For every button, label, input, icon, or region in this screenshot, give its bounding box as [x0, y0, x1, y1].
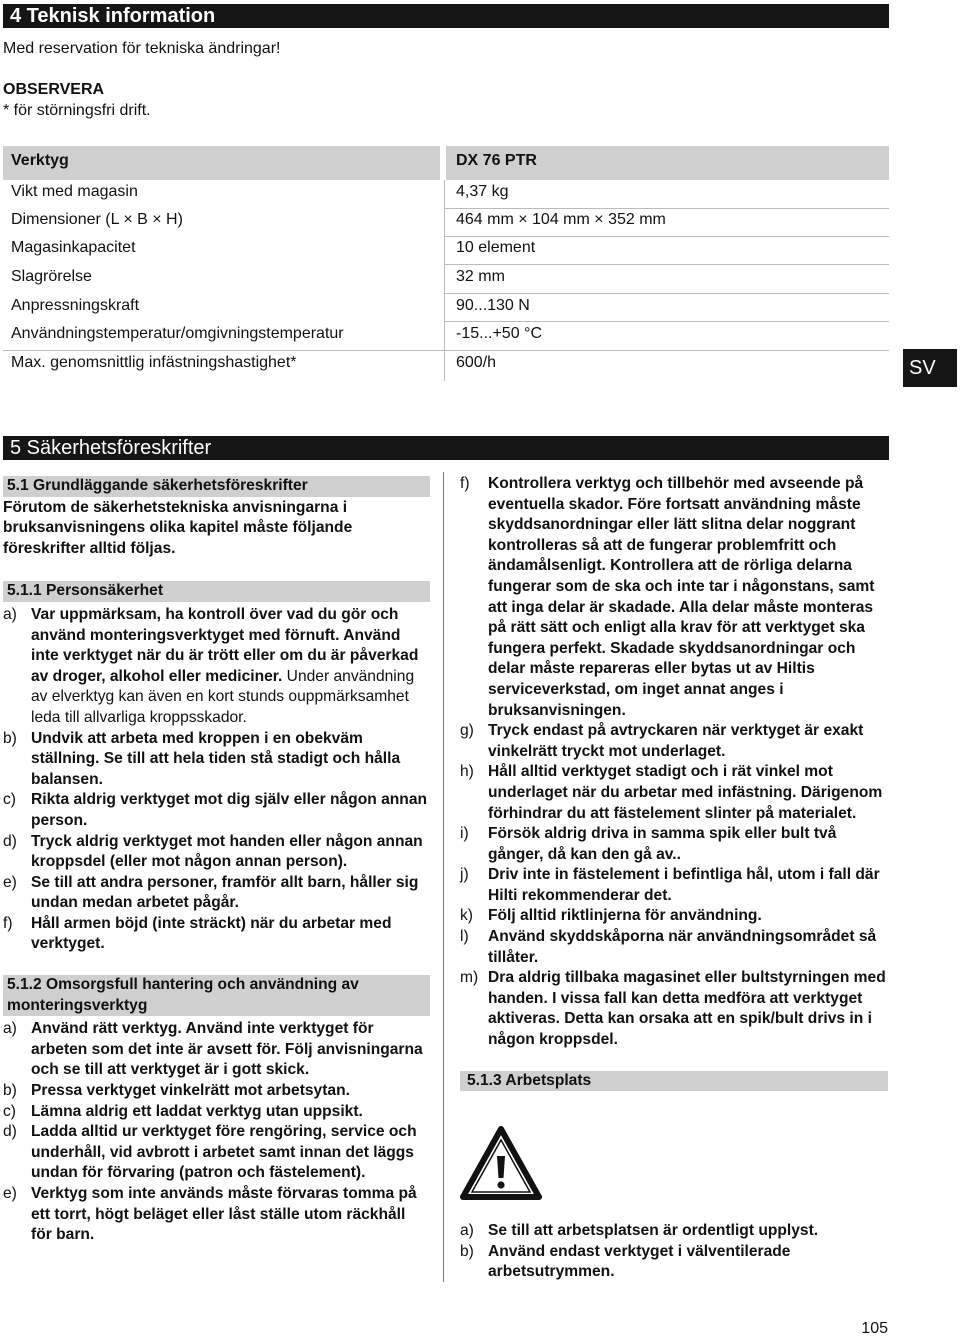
- list-item: [460, 865, 888, 906]
- list-item: [460, 762, 888, 824]
- spec-row: [3, 180, 889, 208]
- item-bold-text: Lämna aldrig ett laddat verktyg utan uppsikt.: [31, 1102, 363, 1120]
- spec-row: [3, 236, 889, 264]
- note-text: * för störningsfri drift.: [3, 102, 151, 119]
- spec-header-key: Verktyg: [11, 152, 69, 169]
- item-letter: a): [3, 1020, 17, 1038]
- list-item: [3, 873, 430, 914]
- item-bold-text: Tryck endast på avtryckaren när verktyget är exakt vinkelrätt tryckt mot underlaget.: [488, 722, 864, 760]
- item-bold-text: Försök aldrig driva in samma spik eller bult två gånger, då kan den gå av..: [488, 825, 837, 863]
- spec-row: [3, 208, 889, 236]
- list-item: [3, 1122, 430, 1184]
- spec-value: 90...130 N: [456, 297, 530, 314]
- list-item: [3, 1184, 430, 1246]
- item-bold-text: Se till att andra personer, framför allt barn, håller sig undan medan arbetet pågår.: [31, 873, 419, 912]
- item-bold-text: Använd rätt verktyg. Använd inte verktyget för arbeten som det inte är avsett för. Följ anvisningarna och se till att verktyget är i gott skick.: [31, 1020, 423, 1079]
- item-bold-text: Dra aldrig tillbaka magasinet eller bultstyrningen med handen. I vissa fall kan detta medföra att verktyget aktiveras. Detta kan orsaka att en spik/bult drivs in i någon kroppsdel.: [488, 969, 886, 1049]
- spec-value: 10 element: [456, 239, 536, 256]
- spec-key: Magasinkapacitet: [11, 239, 136, 256]
- item-letter: b): [460, 1242, 474, 1260]
- spec-key: Dimensioner (L × B × H): [11, 211, 183, 228]
- list-item: [3, 790, 430, 831]
- item-bold-text: Kontrollera verktyg och tillbehör med avseende på eventuella skador. Före fortsatt användning måste skyddsanordningar eller lätt slitna delar noggrant kontrolleras så att de fungerar problemfritt och ändamålsenligt. Kontrollera att de rörliga delarna fungerar som de ska och inte tar i någonstans, samt att inga delar är skadade. Alla delar måste monteras på rätt sätt och enligt alla krav för att verktyget ska fungera perfekt. Skadade skyddsanordningar och delar måste repareras eller bytas ut av Hiltis serviceverkstad, om inget annat anges i bruksanvisningen.: [488, 475, 875, 719]
- item-letter: l): [460, 928, 469, 946]
- spec-key: Användningstemperatur/omgivningstemperatur: [11, 325, 344, 342]
- item-bold-text: Pressa verktyget vinkelrätt mot arbetsytan.: [31, 1082, 350, 1100]
- list-item: [460, 824, 888, 865]
- item-letter: e): [3, 1185, 17, 1202]
- item-bold-text: Håll alltid verktyget stadigt och i rät vinkel mot underlaget när du arbetar med infästning. Därigenom förhindrar du att fästelement slinter på materialet.: [488, 763, 883, 822]
- item-letter: d): [3, 1123, 17, 1141]
- section-4-header: 4 Teknisk information: [3, 4, 889, 28]
- item-bold-text: Använd skyddskåporna när användningsområdet så tillåter.: [488, 928, 877, 966]
- spec-value: 464 mm × 104 mm × 352 mm: [456, 211, 666, 228]
- item-letter: f): [3, 914, 13, 932]
- section-5-header: 5 Säkerhetsföreskrifter: [3, 436, 889, 460]
- list-item: [460, 721, 888, 762]
- item-bold-text: Följ alltid riktlinjerna för användning.: [488, 907, 762, 925]
- item-bold-text: Se till att arbetsplatsen är ordentligt upplyst.: [488, 1222, 819, 1239]
- item-letter: g): [460, 722, 474, 740]
- item-letter: c): [3, 1102, 16, 1120]
- warning-triangle-icon: [460, 1126, 542, 1200]
- right-column: [460, 474, 888, 1091]
- spec-row: [3, 322, 889, 350]
- spec-header-value: DX 76 PTR: [456, 152, 537, 169]
- item-letter: d): [3, 832, 17, 850]
- section-5-1-heading: 5.1 Grundläggande säkerhetsföreskrifter: [3, 476, 430, 497]
- item-bold-text: Var uppmärksam, ha kontroll över vad du gör och använd monteringsverktyget med förnuft. Använd inte verktyget när du är trött eller om du är påverkad av droger, alkohol eller mediciner.: [31, 605, 419, 685]
- item-bold-text: Rikta aldrig verktyget mot dig själv eller någon annan person.: [31, 791, 428, 829]
- spec-value: 4,37 kg: [456, 183, 509, 200]
- spec-key: Vikt med magasin: [11, 183, 138, 200]
- spec-value: 32 mm: [456, 268, 505, 285]
- spec-key: Slagrörelse: [11, 268, 92, 285]
- section-5-1-1-heading: 5.1.1 Personsäkerhet: [3, 581, 430, 602]
- item-bold-text: Håll armen böjd (inte sträckt) när du arbetar med verktyget.: [31, 914, 392, 953]
- left-column: [3, 476, 430, 1246]
- list-item: [460, 1221, 888, 1242]
- language-tab: SV: [903, 349, 957, 387]
- spec-table: [3, 146, 889, 381]
- section-5-1-3-list: [460, 1221, 888, 1283]
- section-5-1-intro: Förutom de säkerhetstekniska anvisningarna i bruksanvisningens olika kapitel måste följande föreskrifter alltid följas.: [3, 498, 353, 557]
- spec-row: [3, 265, 889, 293]
- item-letter: c): [3, 791, 16, 809]
- column-divider: [443, 472, 444, 1282]
- spec-row: [3, 351, 889, 379]
- reservation-text: Med reservation för tekniska ändringar!: [3, 40, 281, 57]
- item-bold-text: Undvik att arbeta med kroppen i en obekväm ställning. Se till att hela tiden stå stadigt och hålla balansen.: [31, 729, 401, 788]
- spec-header-row: [3, 146, 889, 174]
- spec-key: Anpressningskraft: [11, 297, 140, 314]
- list-item: [3, 914, 430, 955]
- item-bold-text: Driv inte in fästelement i befintliga hål, utom i fall där Hilti rekommenderar det.: [488, 866, 880, 904]
- item-text: Under användning av elverktyg kan även en kort stunds ouppmärksamhet leda till allvarliga kroppsskador.: [31, 667, 415, 726]
- list-item: [3, 1019, 430, 1081]
- spec-value: 600/h: [456, 354, 497, 371]
- list-item: [3, 605, 430, 729]
- item-letter: a): [3, 605, 17, 623]
- list-item: [460, 1242, 888, 1283]
- item-letter: m): [460, 969, 479, 987]
- observera-label: OBSERVERA: [3, 81, 105, 98]
- spec-row: [3, 294, 889, 322]
- page-number: 105: [861, 1320, 888, 1337]
- list-item: [3, 1102, 430, 1123]
- item-letter: j): [460, 866, 469, 884]
- list-item: [460, 906, 888, 927]
- item-letter: b): [3, 729, 17, 747]
- list-item: [460, 927, 888, 968]
- item-letter: f): [460, 475, 470, 492]
- item-letter: a): [460, 1222, 474, 1239]
- item-letter: i): [460, 825, 469, 843]
- item-bold-text: Använd endast verktyget i välventilerade arbetsutrymmen.: [488, 1242, 791, 1281]
- item-bold-text: Tryck aldrig verktyget mot handen eller någon annan kroppsdel (eller mot någon annan person).: [31, 832, 423, 871]
- item-letter: e): [3, 873, 17, 891]
- item-letter: b): [3, 1082, 17, 1100]
- item-letter: h): [460, 763, 474, 781]
- list-item: [3, 832, 430, 873]
- item-bold-text: Verktyg som inte används måste förvaras tomma på ett torrt, högt beläget eller låst ställe utom räckhåll för barn.: [31, 1185, 417, 1244]
- list-item: [460, 968, 888, 1050]
- section-5-1-2-heading: 5.1.2 Omsorgsfull hantering och användning av monteringsverktyg: [3, 975, 430, 1016]
- spec-value: -15...+50 °C: [456, 325, 542, 342]
- list-item: [3, 1081, 430, 1102]
- item-bold-text: Ladda alltid ur verktyget före rengöring, service och underhåll, vid avbrott i arbetet samt innan det läggs undan för förvaring (patron och fästelement).: [31, 1123, 417, 1182]
- spec-key: Max. genomsnittlig infästningshastighet*: [11, 354, 297, 371]
- list-item: [3, 729, 430, 791]
- list-item: [460, 474, 888, 721]
- section-5-1-3-heading: 5.1.3 Arbetsplats: [460, 1071, 888, 1092]
- item-letter: k): [460, 907, 473, 925]
